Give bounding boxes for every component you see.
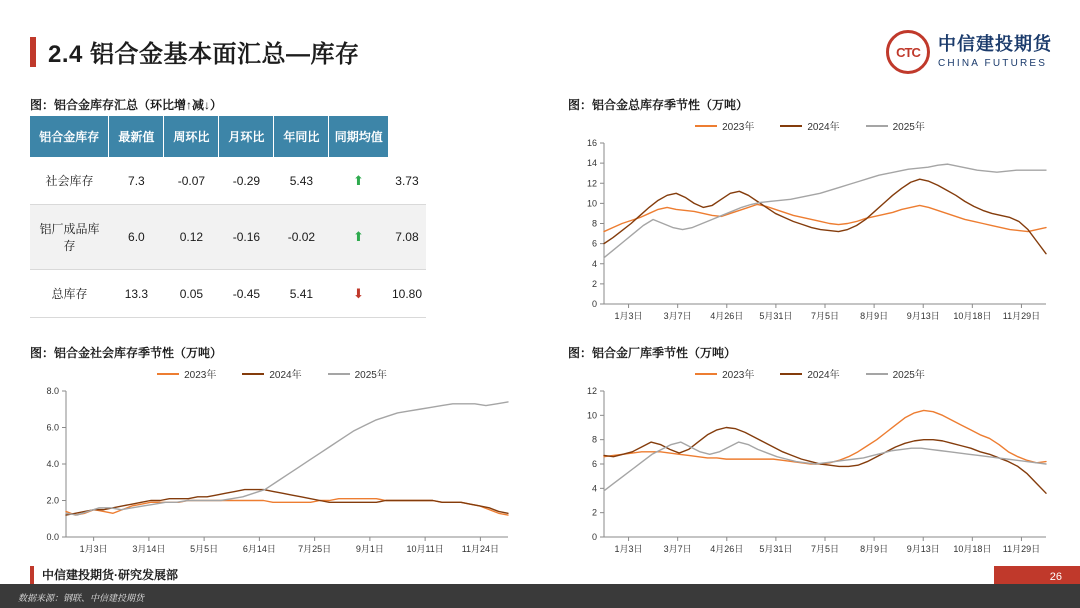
cell-mom: -0.29 bbox=[219, 157, 274, 205]
svg-text:4月26日: 4月26日 bbox=[710, 311, 744, 321]
footer-source: 数据来源：钢联、中信建投期货 bbox=[18, 593, 145, 603]
legend-label: 2024年 bbox=[269, 370, 302, 381]
legend-item bbox=[242, 366, 301, 381]
caption-text: 铝合金社会库存季节性（万吨） bbox=[54, 346, 223, 360]
legend-item bbox=[866, 366, 925, 381]
legend-swatch-icon bbox=[157, 373, 179, 375]
col-header-wow: 周环比 bbox=[164, 116, 219, 157]
svg-text:5月31日: 5月31日 bbox=[759, 544, 793, 554]
legend-swatch-icon bbox=[242, 373, 264, 375]
svg-text:9月13日: 9月13日 bbox=[906, 311, 940, 321]
page-number-box bbox=[994, 566, 1080, 584]
svg-text:0.0: 0.0 bbox=[46, 532, 59, 542]
chart-social-stock-seasonal bbox=[22, 366, 522, 566]
cell-name: 铝厂成品库存 bbox=[30, 205, 109, 270]
caption-lead: 图： bbox=[30, 346, 55, 360]
svg-text:8: 8 bbox=[591, 218, 597, 229]
cell-name: 社会库存 bbox=[30, 157, 109, 205]
svg-text:3月14日: 3月14日 bbox=[132, 544, 166, 554]
cell-wow: 0.12 bbox=[164, 205, 219, 270]
cell-mom: -0.45 bbox=[219, 270, 274, 318]
cell-name: 总库存 bbox=[30, 270, 109, 318]
legend-label: 2025年 bbox=[892, 122, 925, 133]
chart-legend bbox=[560, 366, 1060, 381]
svg-text:4: 4 bbox=[591, 483, 597, 494]
svg-text:7月5日: 7月5日 bbox=[810, 544, 840, 554]
footer-accent-bar bbox=[30, 566, 34, 584]
col-header-yoy: 年同比 bbox=[274, 116, 329, 157]
cell-latest: 7.3 bbox=[109, 157, 164, 205]
arrow-up-icon: ⬆ bbox=[353, 172, 364, 188]
svg-text:10月18日: 10月18日 bbox=[953, 311, 992, 321]
legend-swatch-icon bbox=[866, 125, 888, 127]
svg-text:8.0: 8.0 bbox=[46, 386, 59, 396]
svg-text:7月5日: 7月5日 bbox=[810, 311, 840, 321]
legend-item bbox=[780, 366, 839, 381]
cell-yoy: -0.02 bbox=[274, 205, 329, 270]
col-header-avg: 同期均值 bbox=[329, 116, 388, 157]
cell-trend-arrow bbox=[329, 270, 388, 318]
cell-yoy: 5.43 bbox=[274, 157, 329, 205]
chart-caption-social bbox=[30, 344, 222, 361]
page-title bbox=[30, 34, 360, 69]
legend-swatch-icon bbox=[780, 125, 802, 127]
svg-text:9月13日: 9月13日 bbox=[906, 544, 940, 554]
svg-text:6.0: 6.0 bbox=[46, 422, 59, 433]
svg-text:11月29日: 11月29日 bbox=[1002, 544, 1041, 554]
chart-plant-stock-seasonal bbox=[560, 366, 1060, 566]
cell-trend-arrow bbox=[329, 157, 388, 205]
logo-text-block bbox=[938, 34, 1052, 69]
svg-text:0: 0 bbox=[591, 532, 597, 542]
table-caption bbox=[30, 96, 222, 113]
table-caption-lead: 图： bbox=[30, 98, 55, 112]
legend-item bbox=[866, 118, 925, 133]
legend-item bbox=[780, 118, 839, 133]
svg-text:5月5日: 5月5日 bbox=[190, 544, 219, 554]
col-header-name: 铝合金库存 bbox=[30, 116, 109, 157]
legend-swatch-icon bbox=[328, 373, 350, 375]
svg-text:3月7日: 3月7日 bbox=[663, 311, 692, 321]
footer-department: 中信建投期货·研究发展部 bbox=[42, 568, 178, 582]
brand-logo bbox=[886, 30, 1052, 74]
table-row bbox=[30, 270, 426, 318]
chart-legend bbox=[22, 366, 522, 381]
svg-text:11月29日: 11月29日 bbox=[1002, 311, 1041, 321]
table-header-row bbox=[30, 116, 426, 157]
chart-caption-total bbox=[568, 96, 748, 113]
legend-label: 2025年 bbox=[892, 370, 925, 381]
svg-text:3月7日: 3月7日 bbox=[663, 544, 692, 554]
legend-item bbox=[328, 366, 387, 381]
legend-item bbox=[695, 118, 754, 133]
svg-text:2: 2 bbox=[591, 507, 597, 518]
logo-mark-text: CTC bbox=[896, 44, 920, 60]
legend-label: 2025年 bbox=[354, 370, 387, 381]
legend-label: 2024年 bbox=[807, 122, 840, 133]
logo-company-en: CHINA FUTURES bbox=[938, 58, 1048, 70]
title-accent-bar bbox=[30, 37, 36, 67]
legend-item bbox=[695, 366, 754, 381]
chart-legend bbox=[560, 118, 1060, 133]
arrow-up-icon: ⬆ bbox=[353, 229, 364, 244]
svg-text:12: 12 bbox=[586, 386, 597, 396]
cell-mom: -0.16 bbox=[219, 205, 274, 270]
table-row bbox=[30, 157, 426, 205]
svg-text:10: 10 bbox=[586, 410, 597, 421]
cell-avg: 7.08 bbox=[388, 205, 426, 270]
chart-plot-area bbox=[560, 135, 1060, 330]
svg-text:11月24日: 11月24日 bbox=[461, 544, 500, 554]
svg-text:8: 8 bbox=[591, 434, 597, 445]
svg-text:12: 12 bbox=[586, 178, 597, 189]
chart-plot-area bbox=[560, 383, 1060, 563]
col-header-latest: 最新值 bbox=[109, 116, 164, 157]
svg-text:4: 4 bbox=[591, 258, 597, 269]
legend-swatch-icon bbox=[695, 125, 717, 127]
cell-latest: 13.3 bbox=[109, 270, 164, 318]
svg-text:10月11日: 10月11日 bbox=[406, 544, 444, 554]
chart-total-stock-seasonal bbox=[560, 118, 1060, 333]
svg-text:5月31日: 5月31日 bbox=[759, 311, 793, 321]
svg-text:7月25日: 7月25日 bbox=[298, 544, 332, 554]
svg-text:4.0: 4.0 bbox=[46, 459, 59, 469]
legend-label: 2023年 bbox=[722, 370, 755, 381]
svg-text:4月26日: 4月26日 bbox=[710, 544, 744, 554]
svg-text:6月14日: 6月14日 bbox=[242, 544, 276, 554]
legend-swatch-icon bbox=[695, 373, 717, 375]
svg-text:6: 6 bbox=[591, 459, 597, 469]
svg-text:8月9日: 8月9日 bbox=[860, 544, 889, 554]
legend-label: 2023年 bbox=[184, 370, 217, 381]
svg-text:8月9日: 8月9日 bbox=[860, 311, 889, 321]
svg-text:16: 16 bbox=[586, 138, 597, 148]
cell-wow: -0.07 bbox=[164, 157, 219, 205]
legend-item bbox=[157, 366, 216, 381]
page-number: 26 bbox=[1049, 571, 1062, 583]
caption-text: 铝合金厂库季节性（万吨） bbox=[592, 346, 737, 360]
chart-plot-area bbox=[22, 383, 522, 563]
caption-lead: 图： bbox=[568, 98, 593, 112]
logo-circle-icon bbox=[886, 30, 930, 74]
svg-text:9月1日: 9月1日 bbox=[355, 544, 384, 554]
svg-text:10: 10 bbox=[586, 198, 597, 209]
cell-latest: 6.0 bbox=[109, 205, 164, 270]
table-row bbox=[30, 205, 426, 270]
caption-text: 铝合金总库存季节性（万吨） bbox=[592, 98, 749, 112]
svg-text:2: 2 bbox=[591, 278, 597, 289]
svg-text:1月3日: 1月3日 bbox=[614, 311, 643, 321]
svg-text:10月18日: 10月18日 bbox=[953, 544, 992, 554]
legend-label: 2023年 bbox=[722, 122, 755, 133]
logo-company-cn: 中信建投期货 bbox=[938, 34, 1052, 55]
legend-swatch-icon bbox=[780, 373, 802, 375]
caption-lead: 图： bbox=[568, 346, 593, 360]
svg-text:2.0: 2.0 bbox=[46, 495, 59, 506]
stock-summary-table bbox=[30, 116, 426, 318]
col-header-mom: 月环比 bbox=[219, 116, 274, 157]
table-caption-text: 铝合金库存汇总（环比增↑减↓） bbox=[54, 98, 223, 112]
legend-swatch-icon bbox=[866, 373, 888, 375]
svg-text:6: 6 bbox=[591, 238, 597, 249]
cell-wow: 0.05 bbox=[164, 270, 219, 318]
arrow-down-icon: ⬇ bbox=[353, 285, 364, 301]
chart-caption-plant bbox=[568, 344, 736, 361]
title-text: 2.4 铝合金基本面汇总—库存 bbox=[48, 41, 360, 68]
svg-text:0: 0 bbox=[591, 299, 597, 309]
svg-text:1月3日: 1月3日 bbox=[614, 544, 643, 554]
cell-trend-arrow bbox=[329, 205, 388, 270]
cell-avg: 3.73 bbox=[388, 157, 426, 205]
svg-text:1月3日: 1月3日 bbox=[79, 544, 108, 554]
cell-yoy: 5.41 bbox=[274, 270, 329, 318]
cell-avg: 10.80 bbox=[388, 270, 426, 318]
svg-text:14: 14 bbox=[586, 158, 597, 169]
legend-label: 2024年 bbox=[807, 370, 840, 381]
